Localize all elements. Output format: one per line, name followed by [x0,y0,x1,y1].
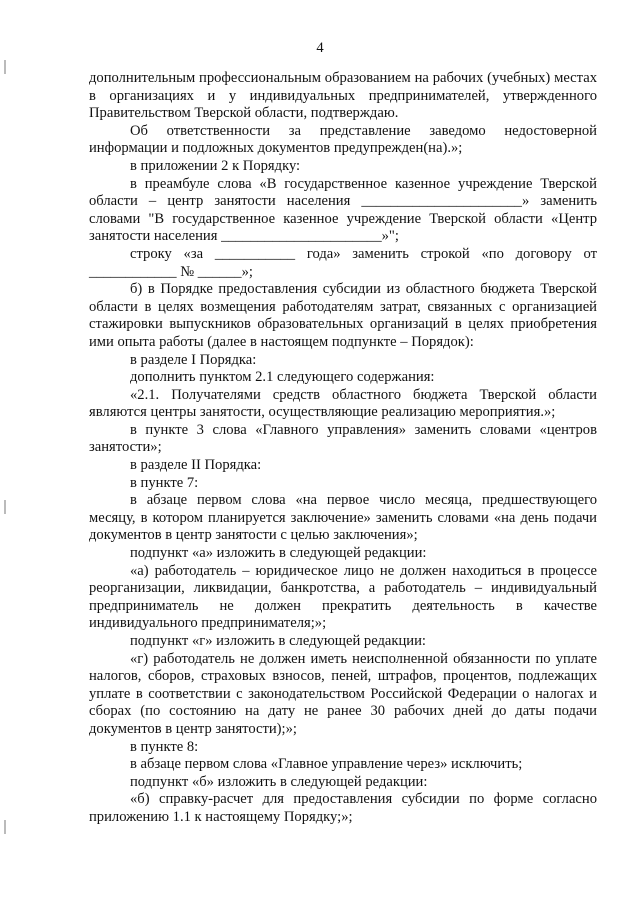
paragraph: в разделе I Порядка: [130,351,257,368]
paragraph: дополнительным профессиональным образованием на рабочих (учебных) местах в организациях и у индивидуальных предпринимателей, утвержденного Правительством Тверской области, подтверждаю. [89,70,597,122]
paragraph: строку «за ___________ года» заменить строкой «по договору от ____________ № ______»; [89,245,597,280]
paragraph: в преамбуле слова «В государственное казенное учреждение Тверской области – центр занятости населения ______________________» заменить словами "В государственное казенное учреждение Тверской области «Центр занятости населения ______________________»"; [89,175,597,245]
paragraph: в разделе II Порядка: [130,457,262,474]
paragraph: б) в Порядке предоставления субсидии из областного бюджета Тверской области в целях возмещения работодателям затрат, связанных с организацией стажировки выпускников образовательных организаций в целях приобретения ими опыта работы (далее в настоящем подпункте – Порядок): [89,281,597,350]
paragraph: «а) работодатель – юридическое лицо не должен находиться в процессе реорганизации, ликвидации, банкротства, а работодатель – индивидуальный предприниматель не должен прекратить деятельность в качестве индивидуального предпринимателя;»; [89,562,597,632]
scan-edge-mark [4,820,6,834]
paragraph: подпункт «а» изложить в следующей редакции: [130,545,427,562]
paragraph: в пункте 7: [130,474,199,491]
paragraph: «б) справку-расчет для предоставления субсидии по форме согласно приложению 1.1 к настоящему Порядку;»; [89,791,597,825]
paragraph: «2.1. Получателями средств областного бюджета Тверской области являются центры занятости, осуществляющие реализацию мероприятия.»; [89,386,597,421]
paragraph: в пункте 8: [130,738,199,755]
paragraph: дополнить пунктом 2.1 следующего содержания: [130,369,435,386]
scan-edge-mark [4,60,6,74]
paragraph: подпункт «г» изложить в следующей редакции: [130,633,426,649]
scan-edge-mark [4,500,6,514]
paragraph: в приложении 2 к Порядку: [130,157,301,174]
paragraph: подпункт «б» изложить в следующей редакции: [130,773,428,790]
paragraph: в абзаце первом слова «на первое число месяца, предшествующего месяцу, в котором планируется заключение» заменить словами «на день подачи документов в центр занятости с целью заключения»; [89,492,597,544]
paragraph: «г) работодатель не должен иметь неисполненной обязанности по уплате налогов, сборов, страховых взносов, пеней, штрафов, процентов, подлежащих уплате в соответствии с законодательством Российской Федерации о налогах и сборах (по состоянию на дату не ранее 30 рабочих дней до даты подачи документов в центр занятости);»; [89,650,597,737]
paragraph: в абзаце первом слова «Главное управление через» исключить; [130,756,523,773]
document-body [89,70,597,827]
paragraph: Об ответственности за представление заведомо недостоверной информации и подложных документов предупрежден(на).»; [89,122,597,157]
paragraph: в пункте 3 слова «Главного управления» заменить словами «центров занятости»; [89,421,597,456]
page-number: 4 [316,40,324,56]
